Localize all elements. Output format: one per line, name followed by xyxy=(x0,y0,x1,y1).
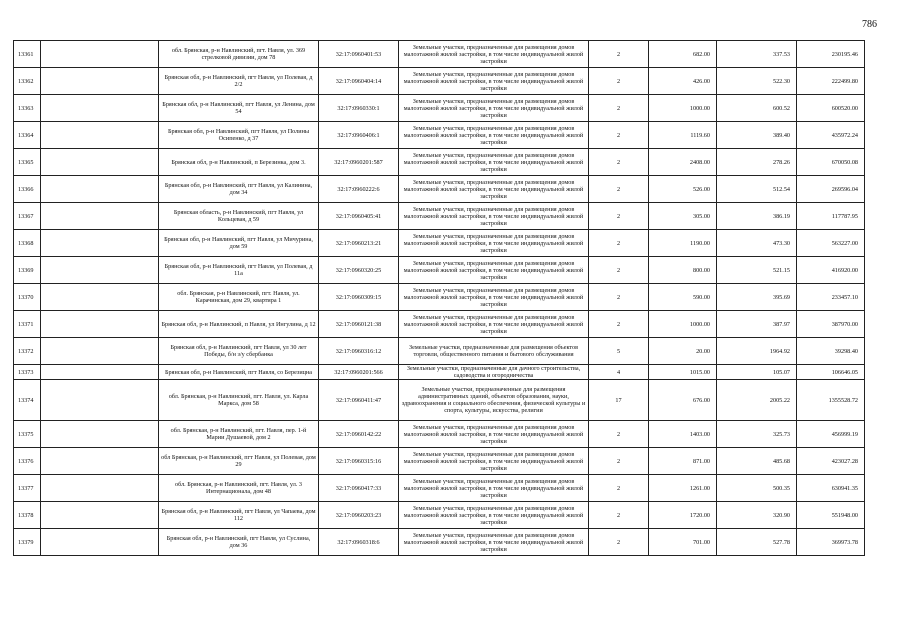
cell-cadastral-number: 32:17:0960315:16 xyxy=(319,448,399,475)
table-row xyxy=(14,338,865,365)
cell-land-purpose: Земельные участки, предназначенные для размещения домов малоэтажной жилой застройки, в том числе индивидуальной жилой застройки xyxy=(399,176,589,203)
cell-cadastral-number: 32:17:0960201:587 xyxy=(319,149,399,176)
table-row xyxy=(14,502,865,529)
cell-group: 2 xyxy=(589,230,649,257)
cell-area: 676.00 xyxy=(649,380,717,421)
cell-cadastral-value: 222499.80 xyxy=(797,68,865,95)
cell-cadastral-number: 32:17:0960121:38 xyxy=(319,311,399,338)
table-row xyxy=(14,149,865,176)
cell-land-purpose: Земельные участки, предназначенные для размещения домов малоэтажной жилой застройки, в том числе индивидуальной жилой застройки xyxy=(399,502,589,529)
cell-cadastral-value: 416920.00 xyxy=(797,257,865,284)
cell-address: Брянская обл, р-н Навлинский, пгт Навля, ул Мичурина, дом 59 xyxy=(159,230,319,257)
cell-land-purpose: Земельные участки, предназначенные для дачного строительства, садоводства и огородничества xyxy=(399,365,589,380)
cell-address: Брянская обл, р-н Навлинский, п Березинка, дом 3. xyxy=(159,149,319,176)
cell-area: 701.00 xyxy=(649,529,717,556)
cell-unit-value: 512.54 xyxy=(717,176,797,203)
cell-blank xyxy=(41,502,159,529)
cell-cadastral-number: 32:17:0960406:1 xyxy=(319,122,399,149)
cell-blank xyxy=(41,176,159,203)
table-row xyxy=(14,68,865,95)
cell-area: 426.00 xyxy=(649,68,717,95)
cell-cadastral-value: 670050.08 xyxy=(797,149,865,176)
cell-unit-value: 1964.92 xyxy=(717,338,797,365)
cell-unit-value: 485.68 xyxy=(717,448,797,475)
cell-land-purpose: Земельные участки, предназначенные для размещения домов малоэтажной жилой застройки, в том числе индивидуальной жилой застройки xyxy=(399,68,589,95)
cell-cadastral-number: 32:17:0960401:53 xyxy=(319,41,399,68)
cell-blank xyxy=(41,149,159,176)
cell-land-purpose: Земельные участки, предназначенные для размещения домов малоэтажной жилой застройки, в том числе индивидуальной жилой застройки xyxy=(399,529,589,556)
table-row xyxy=(14,380,865,421)
table-row xyxy=(14,95,865,122)
cell-group: 2 xyxy=(589,421,649,448)
land-registry-table xyxy=(13,40,865,556)
cell-unit-value: 500.35 xyxy=(717,475,797,502)
cell-id: 13362 xyxy=(14,68,41,95)
cell-blank xyxy=(41,95,159,122)
cell-area: 1119.60 xyxy=(649,122,717,149)
cell-address: Брянская обл, р-н Навлинский, пгт Навля, ул 30 лет Победы, б/н з/у сбербанка xyxy=(159,338,319,365)
table-body xyxy=(14,41,865,556)
cell-id: 13369 xyxy=(14,257,41,284)
cell-address: Брянская обл, р-н Навлинский, пгт Навля, ул Калинина, дом 34 xyxy=(159,176,319,203)
cell-land-purpose: Земельные участки, предназначенные для размещения домов малоэтажной жилой застройки, в том числе индивидуальной жилой застройки xyxy=(399,122,589,149)
cell-cadastral-number: 32:17:0960417:33 xyxy=(319,475,399,502)
cell-address: Брянская обл, р-н Навлинский, пгт Навля, со Березицна xyxy=(159,365,319,380)
cell-cadastral-value: 551948.00 xyxy=(797,502,865,529)
cell-blank xyxy=(41,41,159,68)
cell-address: обл. Брянская, р-н Навлинский, пгт. Навля, ул. 3 Интернационала, дом 48 xyxy=(159,475,319,502)
cell-land-purpose: Земельные участки, предназначенные для размещения домов малоэтажной жилой застройки, в том числе индивидуальной жилой застройки xyxy=(399,284,589,311)
table-row xyxy=(14,365,865,380)
cell-cadastral-value: 630941.35 xyxy=(797,475,865,502)
cell-cadastral-value: 423027.28 xyxy=(797,448,865,475)
cell-unit-value: 395.69 xyxy=(717,284,797,311)
cell-id: 13372 xyxy=(14,338,41,365)
cell-id: 13375 xyxy=(14,421,41,448)
cell-address: Брянская обл, р-н Навлинский, пгт Навля, ул Суслина, дом 36 xyxy=(159,529,319,556)
cell-blank xyxy=(41,68,159,95)
cell-area: 1261.00 xyxy=(649,475,717,502)
cell-area: 20.00 xyxy=(649,338,717,365)
cell-unit-value: 522.30 xyxy=(717,68,797,95)
cell-blank xyxy=(41,122,159,149)
cell-group: 4 xyxy=(589,365,649,380)
cell-cadastral-value: 233457.10 xyxy=(797,284,865,311)
cell-blank xyxy=(41,475,159,502)
cell-land-purpose: Земельные участки, предназначенные для размещения домов малоэтажной жилой застройки, в том числе индивидуальной жилой застройки xyxy=(399,95,589,122)
cell-blank xyxy=(41,257,159,284)
cell-blank xyxy=(41,380,159,421)
cell-blank xyxy=(41,311,159,338)
cell-id: 13364 xyxy=(14,122,41,149)
cell-unit-value: 386.19 xyxy=(717,203,797,230)
cell-cadastral-number: 32:17:0960320:25 xyxy=(319,257,399,284)
cell-cadastral-number: 32:17:0960318:6 xyxy=(319,529,399,556)
cell-cadastral-number: 32:17:0960411:47 xyxy=(319,380,399,421)
cell-address: Брянская обл, р-н Навлинский, пгт Навля, ул Ленина, дом 54 xyxy=(159,95,319,122)
cell-unit-value: 527.78 xyxy=(717,529,797,556)
cell-unit-value: 387.97 xyxy=(717,311,797,338)
cell-id: 13370 xyxy=(14,284,41,311)
cell-unit-value: 521.15 xyxy=(717,257,797,284)
cell-blank xyxy=(41,448,159,475)
cell-land-purpose: Земельные участки, предназначенные для размещения административных зданий, объектов образования, науки, здравоохранения и социального обеспечения, физической культуры и спорта, культуры, искусства, религии xyxy=(399,380,589,421)
cell-cadastral-number: 32:17:0960213:21 xyxy=(319,230,399,257)
cell-address: обл Брянская, р-н Навлинский, пгт Навля, ул Полевая, дом 29 xyxy=(159,448,319,475)
cell-id: 13368 xyxy=(14,230,41,257)
table-row xyxy=(14,257,865,284)
cell-unit-value: 278.26 xyxy=(717,149,797,176)
cell-area: 1000.00 xyxy=(649,95,717,122)
cell-blank xyxy=(41,338,159,365)
table-row xyxy=(14,475,865,502)
cell-id: 13367 xyxy=(14,203,41,230)
cell-blank xyxy=(41,284,159,311)
cell-id: 13377 xyxy=(14,475,41,502)
cell-area: 871.00 xyxy=(649,448,717,475)
cell-address: обл. Брянская, р-н Навлинский, пгт. Навля, ул. Карла Маркса, дом 58 xyxy=(159,380,319,421)
cell-address: Брянская обл, р-н Навлинский, п Навля, ул Ингулина, д 12 xyxy=(159,311,319,338)
cell-id: 13371 xyxy=(14,311,41,338)
cell-blank xyxy=(41,421,159,448)
cell-land-purpose: Земельные участки, предназначенные для размещения домов малоэтажной жилой застройки, в том числе индивидуальной жилой застройки xyxy=(399,230,589,257)
cell-group: 2 xyxy=(589,41,649,68)
table-row xyxy=(14,421,865,448)
cell-address: Брянская область, р-н Навлинский, пгт Навля, ул Кольцевая, д 59 xyxy=(159,203,319,230)
cell-unit-value: 105.07 xyxy=(717,365,797,380)
cell-land-purpose: Земельные участки, предназначенные для размещения домов малоэтажной жилой застройки, в том числе индивидуальной жилой застройки xyxy=(399,149,589,176)
cell-cadastral-value: 1355528.72 xyxy=(797,380,865,421)
cell-blank xyxy=(41,230,159,257)
cell-address: обл. Брянская, р-н Навлинский, пгт. Навля, пер. 1-й Марии Душаевой, дом 2 xyxy=(159,421,319,448)
cell-land-purpose: Земельные участки, предназначенные для размещения домов малоэтажной жилой застройки, в том числе индивидуальной жилой застройки xyxy=(399,41,589,68)
cell-area: 2408.00 xyxy=(649,149,717,176)
cell-area: 590.00 xyxy=(649,284,717,311)
cell-group: 2 xyxy=(589,502,649,529)
cell-id: 13376 xyxy=(14,448,41,475)
cell-land-purpose: Земельные участки, предназначенные для размещения домов малоэтажной жилой застройки, в том числе индивидуальной жилой застройки xyxy=(399,421,589,448)
cell-unit-value: 600.52 xyxy=(717,95,797,122)
cell-area: 800.00 xyxy=(649,257,717,284)
cell-id: 13366 xyxy=(14,176,41,203)
cell-group: 2 xyxy=(589,176,649,203)
table-row xyxy=(14,122,865,149)
cell-land-purpose: Земельные участки, предназначенные для размещения домов малоэтажной жилой застройки, в том числе индивидуальной жилой застройки xyxy=(399,203,589,230)
cell-cadastral-value: 269596.04 xyxy=(797,176,865,203)
cell-cadastral-value: 39298.40 xyxy=(797,338,865,365)
cell-group: 2 xyxy=(589,529,649,556)
cell-id: 13379 xyxy=(14,529,41,556)
cell-area: 1190.00 xyxy=(649,230,717,257)
cell-group: 17 xyxy=(589,380,649,421)
table-row xyxy=(14,284,865,311)
table-row xyxy=(14,448,865,475)
cell-area: 682.00 xyxy=(649,41,717,68)
cell-area: 305.00 xyxy=(649,203,717,230)
cell-group: 2 xyxy=(589,257,649,284)
cell-group: 2 xyxy=(589,149,649,176)
cell-group: 2 xyxy=(589,68,649,95)
cell-id: 13378 xyxy=(14,502,41,529)
cell-address: Брянская обл, р-н Навлинский, пгт Навля, ул Полевая, д 2/2 xyxy=(159,68,319,95)
cell-area: 1720.00 xyxy=(649,502,717,529)
cell-area: 1000.00 xyxy=(649,311,717,338)
cell-land-purpose: Земельные участки, предназначенные для размещения домов малоэтажной жилой застройки, в том числе индивидуальной жилой застройки xyxy=(399,311,589,338)
cell-area: 1015.00 xyxy=(649,365,717,380)
cell-unit-value: 337.53 xyxy=(717,41,797,68)
cell-cadastral-number: 32:17:0960405:41 xyxy=(319,203,399,230)
cell-cadastral-value: 600520.00 xyxy=(797,95,865,122)
cell-address: обл. Брянская, р-н Навлинский, пгт. Навля, ул. 369 стрелковой дивизии, дом 78 xyxy=(159,41,319,68)
cell-group: 2 xyxy=(589,95,649,122)
cell-area: 1403.00 xyxy=(649,421,717,448)
cell-unit-value: 2005.22 xyxy=(717,380,797,421)
cell-group: 5 xyxy=(589,338,649,365)
cell-cadastral-number: 32:17:0960203:23 xyxy=(319,502,399,529)
cell-group: 2 xyxy=(589,475,649,502)
cell-cadastral-value: 456999.19 xyxy=(797,421,865,448)
cell-land-purpose: Земельные участки, предназначенные для размещения домов малоэтажной жилой застройки, в том числе индивидуальной жилой застройки xyxy=(399,257,589,284)
cell-land-purpose: Земельные участки, предназначенные для размещения домов малоэтажной жилой застройки, в том числе индивидуальной жилой застройки xyxy=(399,475,589,502)
cell-cadastral-value: 563227.00 xyxy=(797,230,865,257)
cell-group: 2 xyxy=(589,203,649,230)
table-row xyxy=(14,529,865,556)
cell-cadastral-number: 32:17:0960404:14 xyxy=(319,68,399,95)
cell-id: 13361 xyxy=(14,41,41,68)
table-row xyxy=(14,311,865,338)
cell-blank xyxy=(41,203,159,230)
cell-address: Брянская обл, р-н Навлинский, пгт Навля, ул Полевая, д 11а xyxy=(159,257,319,284)
cell-cadastral-value: 106646.05 xyxy=(797,365,865,380)
page-number: 786 xyxy=(862,19,877,30)
cell-land-purpose: Земельные участки, предназначенные для размещения домов малоэтажной жилой застройки, в том числе индивидуальной жилой застройки xyxy=(399,448,589,475)
cell-cadastral-value: 387970.00 xyxy=(797,311,865,338)
cell-id: 13373 xyxy=(14,365,41,380)
cell-unit-value: 389.40 xyxy=(717,122,797,149)
cell-unit-value: 320.90 xyxy=(717,502,797,529)
cell-id: 13363 xyxy=(14,95,41,122)
cell-cadastral-number: 32:17:0960222:6 xyxy=(319,176,399,203)
table-row xyxy=(14,176,865,203)
cell-cadastral-value: 369973.78 xyxy=(797,529,865,556)
cell-group: 2 xyxy=(589,311,649,338)
cell-id: 13374 xyxy=(14,380,41,421)
cell-cadastral-value: 230195.46 xyxy=(797,41,865,68)
cell-id: 13365 xyxy=(14,149,41,176)
cell-address: Брянская обл, р-н Навлинский, пгт Навля, ул Чапаева, дом 112 xyxy=(159,502,319,529)
cell-unit-value: 325.73 xyxy=(717,421,797,448)
cell-group: 2 xyxy=(589,122,649,149)
cell-blank xyxy=(41,529,159,556)
table-row xyxy=(14,203,865,230)
cell-cadastral-value: 117787.95 xyxy=(797,203,865,230)
cell-cadastral-number: 32:17:0960309:15 xyxy=(319,284,399,311)
cell-cadastral-number: 32:17:0960201:566 xyxy=(319,365,399,380)
cell-area: 526.00 xyxy=(649,176,717,203)
cell-address: Брянская обл, р-н Навлинский, пгт Навля, ул Полины Осипенко, д 37 xyxy=(159,122,319,149)
cell-cadastral-number: 32:17:0960316:12 xyxy=(319,338,399,365)
cell-blank xyxy=(41,365,159,380)
cell-cadastral-number: 32:17:0960330:1 xyxy=(319,95,399,122)
cell-cadastral-number: 32:17:0960142:22 xyxy=(319,421,399,448)
cell-unit-value: 473.30 xyxy=(717,230,797,257)
cell-address: обл. Брянская, р-н Навлинский, пгт. Навля, ул. Карачинская, дом 29, квартира 1 xyxy=(159,284,319,311)
table-row xyxy=(14,230,865,257)
cell-land-purpose: Земельные участки, предназначенные для размещения объектов торговли, общественного питания и бытового обслуживания xyxy=(399,338,589,365)
cell-group: 2 xyxy=(589,448,649,475)
cell-cadastral-value: 435972.24 xyxy=(797,122,865,149)
table-row xyxy=(14,41,865,68)
cell-group: 2 xyxy=(589,284,649,311)
